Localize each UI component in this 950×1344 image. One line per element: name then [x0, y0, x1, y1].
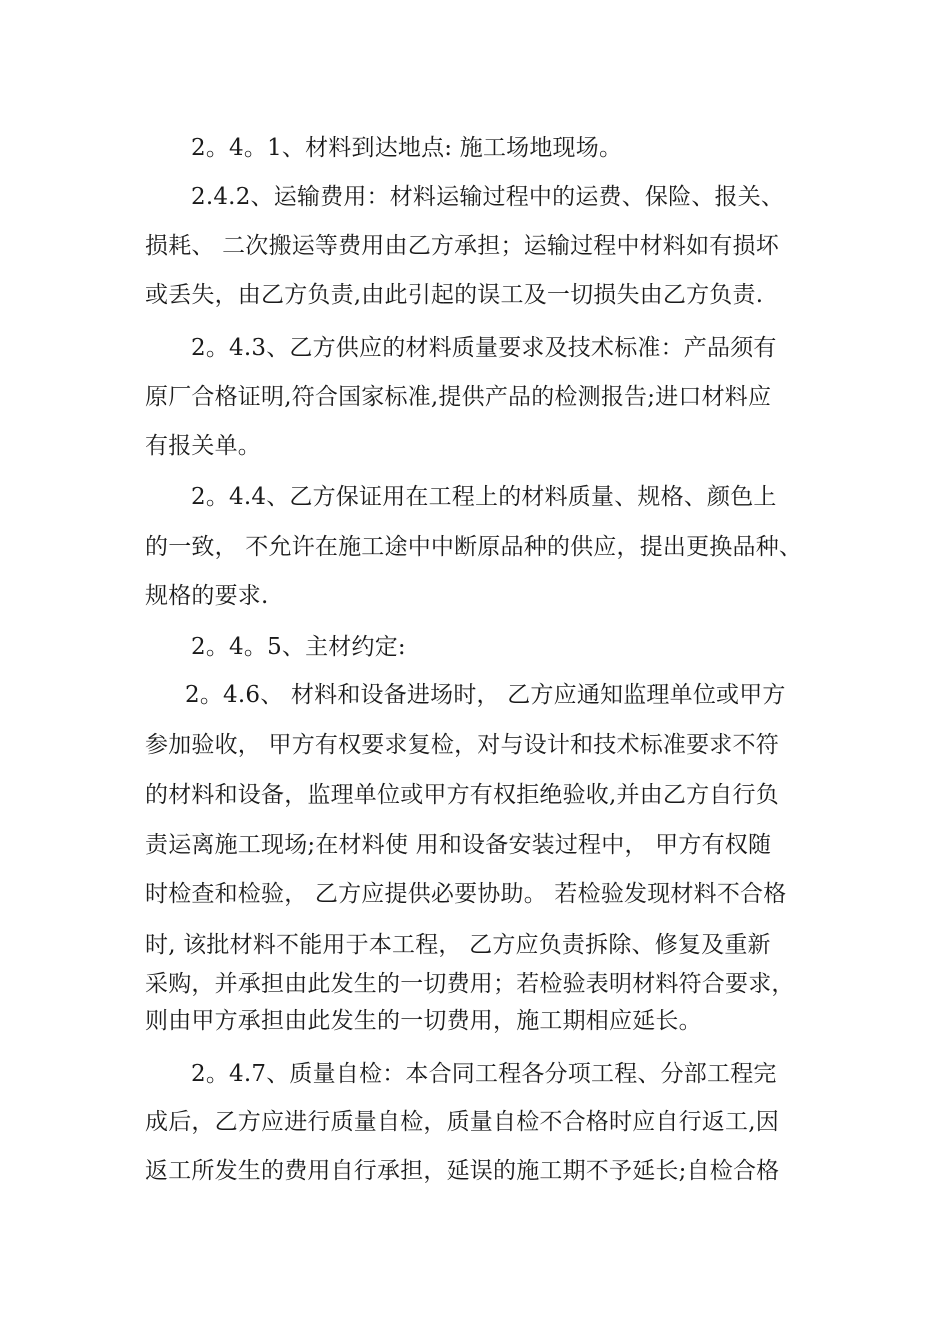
paragraph-line: 2。4。5、主材约定: — [191, 634, 406, 660]
paragraph-line: 责运离施工现场;在材料使 用和设备安装过程中， 甲方有权随 — [145, 832, 772, 858]
paragraph-line: 规格的要求. — [145, 583, 269, 609]
paragraph-line: 则由甲方承担由此发生的一切费用，施工期相应延长。 — [145, 1008, 702, 1034]
paragraph-line: 的材料和设备，监理单位或甲方有权拒绝验收,并由乙方自行负 — [145, 782, 779, 808]
paragraph-line: 2。4.6、 材料和设备进场时， 乙方应通知监理单位或甲方 — [185, 682, 786, 708]
paragraph-line: 时检查和检验， 乙方应提供必要协助。 若检验发现材料不合格 — [145, 881, 787, 907]
paragraph-line: 原厂合格证明,符合国家标准,提供产品的检测报告;进口材料应 — [145, 384, 772, 410]
paragraph-line: 或丢失，由乙方负责,由此引起的误工及一切损失由乙方负责. — [145, 282, 764, 308]
paragraph-line: 成后，乙方应进行质量自检，质量自检不合格时应自行返工,因 — [145, 1109, 779, 1135]
paragraph-line: 2。4.7、质量自检：本合同工程各分项工程、分部工程完 — [191, 1061, 777, 1087]
paragraph-line: 2。4.4、乙方保证用在工程上的材料质量、规格、颜色上 — [191, 484, 777, 510]
paragraph-line: 采购，并承担由此发生的一切费用；若检验表明材料符合要求， — [145, 971, 795, 997]
paragraph-line: 返工所发生的费用自行承担，延误的施工期不予延长;自检合格 — [145, 1158, 780, 1184]
paragraph-line: 损耗、 二次搬运等费用由乙方承担；运输过程中材料如有损坏 — [145, 233, 779, 259]
paragraph-line: 的一致， 不允许在施工途中中断原品种的供应，提出更换品种、 — [145, 534, 803, 560]
paragraph-line: 参加验收， 甲方有权要求复检，对与设计和技术标准要求不符 — [145, 732, 779, 758]
paragraph-line: 2。4。1、材料到达地点: 施工场地现场。 — [191, 135, 623, 161]
paragraph-line: 时, 该批材料不能用于本工程， 乙方应负责拆除、修复及重新 — [145, 932, 771, 958]
paragraph-line: 有报关单。 — [145, 433, 261, 459]
paragraph-line: 2。4.3、乙方供应的材料质量要求及技术标准：产品须有 — [191, 335, 777, 361]
paragraph-line: 2.4.2、运输费用：材料运输过程中的运费、保险、报关、 — [191, 184, 785, 210]
